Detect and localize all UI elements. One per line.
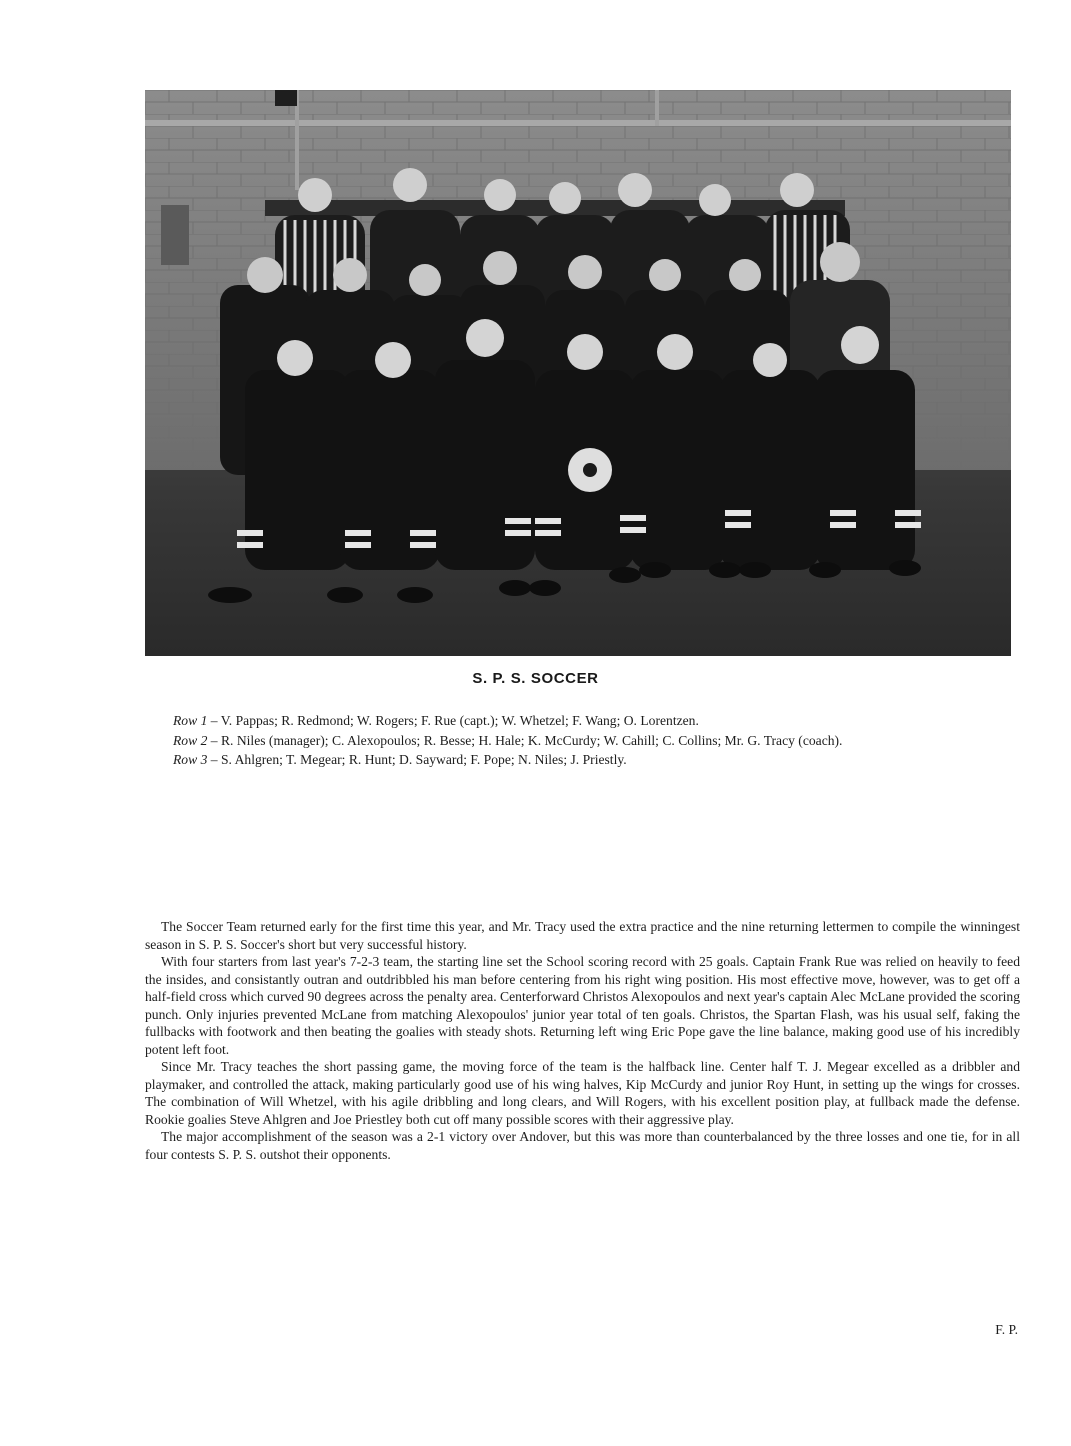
roster-row-3	[145, 750, 1020, 770]
author-signature: F. P.	[995, 1322, 1018, 1337]
roster-row-label: Row 2	[173, 732, 208, 748]
article-paragraph: The Soccer Team returned early for the first time this year, and Mr. Tracy used the extra practice and the nine returning lettermen to compile the winningest season in S. P. S. Soccer's short but very successful history.	[145, 919, 1020, 952]
roster-row-label: Row 1	[173, 713, 208, 728]
team-photo	[145, 90, 1011, 656]
roster-row-names: S. Ahlgren; T. Megear; R. Hunt; D. Sayward; F. Pope; N. Niles; J. Priestly.	[220, 752, 627, 767]
photo-caption-title: S. P. S. SOCCER	[472, 670, 599, 687]
roster-list	[145, 711, 1020, 770]
team-photo-image	[145, 90, 1011, 656]
article-paragraph: Since Mr. Tracy teaches the short passing game, the moving force of the team is the halfback line. Center half T. J. Megear excelled as a dribbler and playmaker, and controlled the attack, making particularly good use of his wing halves, Kip McCurdy and junior Roy Hunt, in setting up the wings for crosses. The combination of Will Whetzel, with his agile dribbling and long clears, and Will Rogers, with his excellent position play, at fullback made the defense. Rookie goalies Steve Ahlgren and Joe Priestley both cut off many possible scores with their aggressive play.	[145, 1059, 1020, 1127]
roster-row-1	[145, 711, 1020, 731]
roster-row-label: Row 3	[173, 752, 208, 767]
roster-row-separator: –	[207, 752, 221, 767]
article-body	[145, 918, 1020, 1163]
roster-row-separator: –	[207, 732, 221, 748]
roster-row-2	[145, 731, 1020, 751]
roster-row-separator: –	[207, 713, 221, 728]
roster-row-names: V. Pappas; R. Redmond; W. Rogers; F. Rue (capt.); W. Whetzel; F. Wang; O. Lorentzen.	[220, 713, 699, 728]
article-paragraph: The major accomplishment of the season was a 2-1 victory over Andover, but this was more than counterbalanced by the three losses and one tie, for in all four contests S. P. S. outshot their opponents.	[145, 1129, 1020, 1162]
roster-row-names: R. Niles (manager); C. Alexopoulos; R. Besse; H. Hale; K. McCurdy; W. Cahill; C. Collins; Mr. G. Tracy (coach).	[220, 732, 843, 748]
article-paragraph: With four starters from last year's 7-2-3 team, the starting line set the School scoring record with 25 goals. Captain Frank Rue was relied on heavily to feed the insides, and consistantly outran and outdribbled his man before centering from his right wing position. His most effective move, however, was to get off a half-field cross which curved 90 degrees across the penalty area. Centerforward Christos Alexopoulos and next year's captain Alec McLane provided the scoring punch. Only injuries prevented McLane from matching Alexopoulos' junior year total of ten goals. Christos, the Spartan Flash, was his usual self, faking the fullbacks with footwork and then beating the goalies with steady shots. Returning left wing Eric Pope gave the line balance, making good use of his incredibly potent left foot.	[145, 954, 1020, 1057]
